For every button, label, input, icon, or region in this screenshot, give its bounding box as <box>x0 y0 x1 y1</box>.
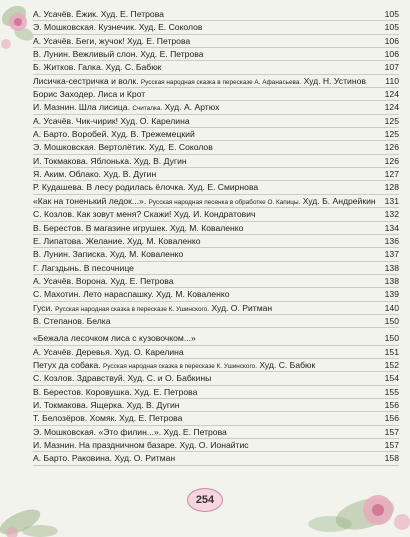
toc-entry-illustrator: Худ. Н. Устинов <box>301 75 366 86</box>
toc-entry-text: А. Усачёв. Ёжик. Худ. Е. Петрова <box>33 9 164 19</box>
toc-entry <box>33 101 399 114</box>
toc-entry <box>33 399 399 412</box>
toc-entry <box>33 315 399 328</box>
toc-entry-text: Р. Кудашева. В лесу родилась ёлочка. Худ. Е. Смирнова <box>33 182 259 193</box>
leaf-ornament-icon <box>0 467 90 537</box>
toc-entry-page: 127 <box>384 169 399 180</box>
toc-entry-title <box>33 302 381 315</box>
toc-entry <box>33 141 399 154</box>
toc-entry-page: 150 <box>384 333 399 344</box>
toc-entry-text: И. Мазнин. Шла лисица. <box>33 102 133 113</box>
toc-entry-title <box>33 386 381 399</box>
toc-entry-text: А. Усачёв. Ворона. Худ. Е. Петрова <box>33 275 174 286</box>
toc-entry-page: 105 <box>384 9 399 19</box>
toc-entry-page: 126 <box>384 155 399 166</box>
toc-entry <box>33 155 399 168</box>
toc-entry <box>33 452 399 465</box>
toc-entry-page: 134 <box>384 222 399 233</box>
toc-entry-title <box>33 372 381 385</box>
toc-entry-text: Э. Мошковская. «Это филин...». Худ. Е. Петрова <box>33 426 227 437</box>
toc-entry-page: 125 <box>384 115 399 126</box>
toc-entry <box>33 386 399 399</box>
toc-entry-title <box>33 8 381 21</box>
toc-entry-title <box>33 48 381 61</box>
toc-entry-title <box>33 208 381 221</box>
toc-entry-text: Б. Житков. Галка. Худ. С. Бабюк <box>33 62 162 73</box>
toc-entry-page: 132 <box>384 209 399 220</box>
toc-entry <box>33 275 399 288</box>
toc-entry-page: 105 <box>384 22 399 33</box>
toc-entry-illustrator: Худ. С. Бабюк <box>256 359 316 370</box>
toc-entry-text: «Бежала лесочком лиса с кузовочком...» <box>33 333 196 344</box>
toc-entry-page: 138 <box>384 262 399 273</box>
toc-entry-note: Считалка. <box>132 105 163 113</box>
toc-entry-page: 155 <box>384 386 399 397</box>
flower-ornament-icon <box>270 462 410 537</box>
toc-entry-title <box>33 181 381 194</box>
toc-entry <box>33 288 399 301</box>
page-number: 254 <box>187 488 223 512</box>
toc-entry-illustrator: Худ. А. Артюх <box>162 102 220 113</box>
toc-entry <box>33 75 399 88</box>
toc-entry-title <box>33 35 381 48</box>
toc-entry <box>33 426 399 439</box>
toc-entry-title <box>33 412 381 425</box>
toc-entry-page: 110 <box>385 75 399 86</box>
toc-entry-page: 156 <box>384 413 399 424</box>
toc-entry-title <box>33 426 381 439</box>
toc-entry-note: Русская народная сказка в пересказе К. Ушинского. <box>55 305 210 313</box>
toc-entry <box>33 168 399 181</box>
toc-entry <box>33 195 399 208</box>
toc-entry-title <box>33 248 381 261</box>
table-of-contents <box>33 8 399 466</box>
toc-entry <box>33 235 399 248</box>
toc-entry-text: Г. Лагздынь. В песочнице <box>33 262 134 273</box>
toc-entry-page: 151 <box>384 346 399 357</box>
toc-entry <box>33 346 399 359</box>
toc-entry-text: И. Токмакова. Ящерка. Худ. В. Дугин <box>33 399 180 410</box>
toc-entry <box>33 372 399 385</box>
toc-entry-title <box>33 195 381 208</box>
toc-entry <box>33 412 399 425</box>
toc-entry-title <box>33 359 381 372</box>
toc-entry-title <box>33 61 381 74</box>
toc-entry-title <box>33 222 381 235</box>
toc-entry <box>33 61 399 74</box>
toc-entry-text: А. Усачёв. Беги, жучок! Худ. Е. Петрова <box>33 35 191 46</box>
toc-entry-title <box>33 88 381 101</box>
toc-entry-title <box>33 115 381 128</box>
toc-entry-page: 136 <box>384 235 399 246</box>
toc-entry-title <box>33 168 381 181</box>
toc-entry-page: 126 <box>384 142 399 153</box>
toc-entry-text: И. Мазнин. На праздничном базаре. Худ. О. Ионайтис <box>33 440 249 450</box>
toc-entry-title <box>33 399 381 412</box>
toc-entry <box>33 21 399 34</box>
toc-entry-title <box>33 315 381 328</box>
toc-entry-text: Борис Заходер. Лиса и Крот <box>33 89 146 100</box>
toc-entry-text: Э. Мошковская. Кузнечик. Худ. Е. Соколов <box>33 22 203 33</box>
toc-entry-note: Русская народная сказка в пересказе А. Афанасьева. <box>140 78 302 86</box>
toc-entry-text: В. Лунин. Записка. Худ. М. Коваленко <box>33 249 184 260</box>
toc-entry-title <box>33 75 381 88</box>
toc-entry <box>33 208 399 221</box>
toc-entry-illustrator: Худ. О. Ритман <box>209 302 273 313</box>
toc-entry-title <box>33 332 381 345</box>
toc-entry-text: А. Усачёв. Деревья. Худ. О. Карелина <box>33 346 184 357</box>
toc-entry-text: А. Барто. Раковина. Худ. О. Ритман <box>33 453 176 464</box>
toc-entry-page: 158 <box>384 453 399 464</box>
toc-entry-page: 139 <box>384 289 399 300</box>
toc-entry-title <box>33 288 381 301</box>
toc-entry-page: 137 <box>384 249 399 260</box>
toc-entry-title <box>33 155 381 168</box>
toc-entry-page: 140 <box>384 302 399 313</box>
toc-entry-text: Э. Мошковская. Вертолётик. Худ. Е. Соколов <box>33 142 213 153</box>
toc-entry <box>33 302 399 315</box>
toc-entry-page: 138 <box>384 275 399 286</box>
toc-entry-title <box>33 275 381 288</box>
toc-entry-page: 150 <box>384 315 399 326</box>
toc-entry-text: В. Лунин. Вежливый слон. Худ. Е. Петрова <box>33 49 204 60</box>
toc-entry-page: 157 <box>384 440 399 450</box>
toc-entry <box>33 115 399 128</box>
toc-entry-text: В. Степанов. Белка <box>33 315 111 326</box>
toc-entry-page: 106 <box>384 49 399 60</box>
toc-entry <box>33 439 399 452</box>
toc-entry-note: Русская народная песенка в обработке О. Капицы. <box>148 198 301 206</box>
toc-entry-page: 125 <box>384 129 399 140</box>
toc-entry-text: Лисичка-сестричка и волк. <box>33 75 141 86</box>
toc-entry-text: И. Токмакова. Яблонька. Худ. В. Дугин <box>33 155 187 166</box>
toc-entry-page: 131 <box>384 195 399 206</box>
toc-entry <box>33 332 399 345</box>
toc-entry-title <box>33 21 381 34</box>
toc-entry-page: 156 <box>384 399 399 410</box>
toc-entry <box>33 262 399 275</box>
toc-entry <box>33 222 399 235</box>
toc-entry-note: Русская народная сказка в пересказе К. Ушинского. <box>103 362 257 370</box>
toc-entry <box>33 35 399 48</box>
toc-entry-page: 157 <box>384 426 399 437</box>
toc-entry-title <box>33 101 381 114</box>
toc-entry-text: «Как на тоненький ледок...». <box>33 195 149 206</box>
toc-entry-page: 124 <box>384 89 399 100</box>
toc-entry <box>33 8 399 21</box>
toc-entry-text: Т. Белозёров. Хомяк. Худ. Е. Петрова <box>33 413 183 424</box>
toc-entry-illustrator: Худ. Б. Андрейкин <box>300 195 376 206</box>
toc-entry-page: 152 <box>384 359 399 370</box>
toc-entry-text: Петух да собака. <box>33 359 104 370</box>
toc-entry-page: 107 <box>384 62 399 73</box>
toc-entry-page: 106 <box>384 35 399 46</box>
toc-entry <box>33 181 399 194</box>
toc-entry <box>33 88 399 101</box>
toc-entry <box>33 248 399 261</box>
toc-entry-title <box>33 452 381 465</box>
toc-entry-page: 128 <box>384 182 399 193</box>
toc-entry-title <box>33 141 381 154</box>
toc-entry-page: 124 <box>384 102 399 113</box>
toc-entry-title <box>33 262 381 275</box>
toc-entry-text: А. Усачёв. Чик-чирик! Худ. О. Карелина <box>33 115 190 126</box>
toc-entry-text: Гуси. <box>33 302 56 313</box>
toc-entry-page: 154 <box>384 373 399 384</box>
toc-entry-title <box>33 346 381 359</box>
toc-entry <box>33 48 399 61</box>
toc-entry <box>33 359 399 372</box>
toc-entry <box>33 128 399 141</box>
toc-entry-text: С. Козлов. Как зовут меня? Скажи! Худ. И. Кондратович <box>33 209 256 220</box>
toc-entry-text: Е. Липатова. Желание. Худ. М. Коваленко <box>33 235 201 246</box>
toc-entry-title <box>33 235 381 248</box>
toc-entry-text: С. Козлов. Здравствуй. Худ. С. и О. Бабкины <box>33 373 212 384</box>
toc-entry-title <box>33 439 381 452</box>
toc-entry-text: В. Берестов. В магазине игрушек. Худ. М. Коваленко <box>33 222 244 233</box>
toc-entry-title <box>33 128 381 141</box>
toc-entry-text: Я. Аким. Облако. Худ. В. Дугин <box>33 169 157 180</box>
toc-entry-text: С. Махотин. Лето нараспашку. Худ. М. Коваленко <box>33 289 230 300</box>
toc-entry-text: А. Барто. Воробей. Худ. В. Трежемецкий <box>33 129 195 140</box>
toc-entry-text: В. Берестов. Коровушка. Худ. Е. Петрова <box>33 386 198 397</box>
